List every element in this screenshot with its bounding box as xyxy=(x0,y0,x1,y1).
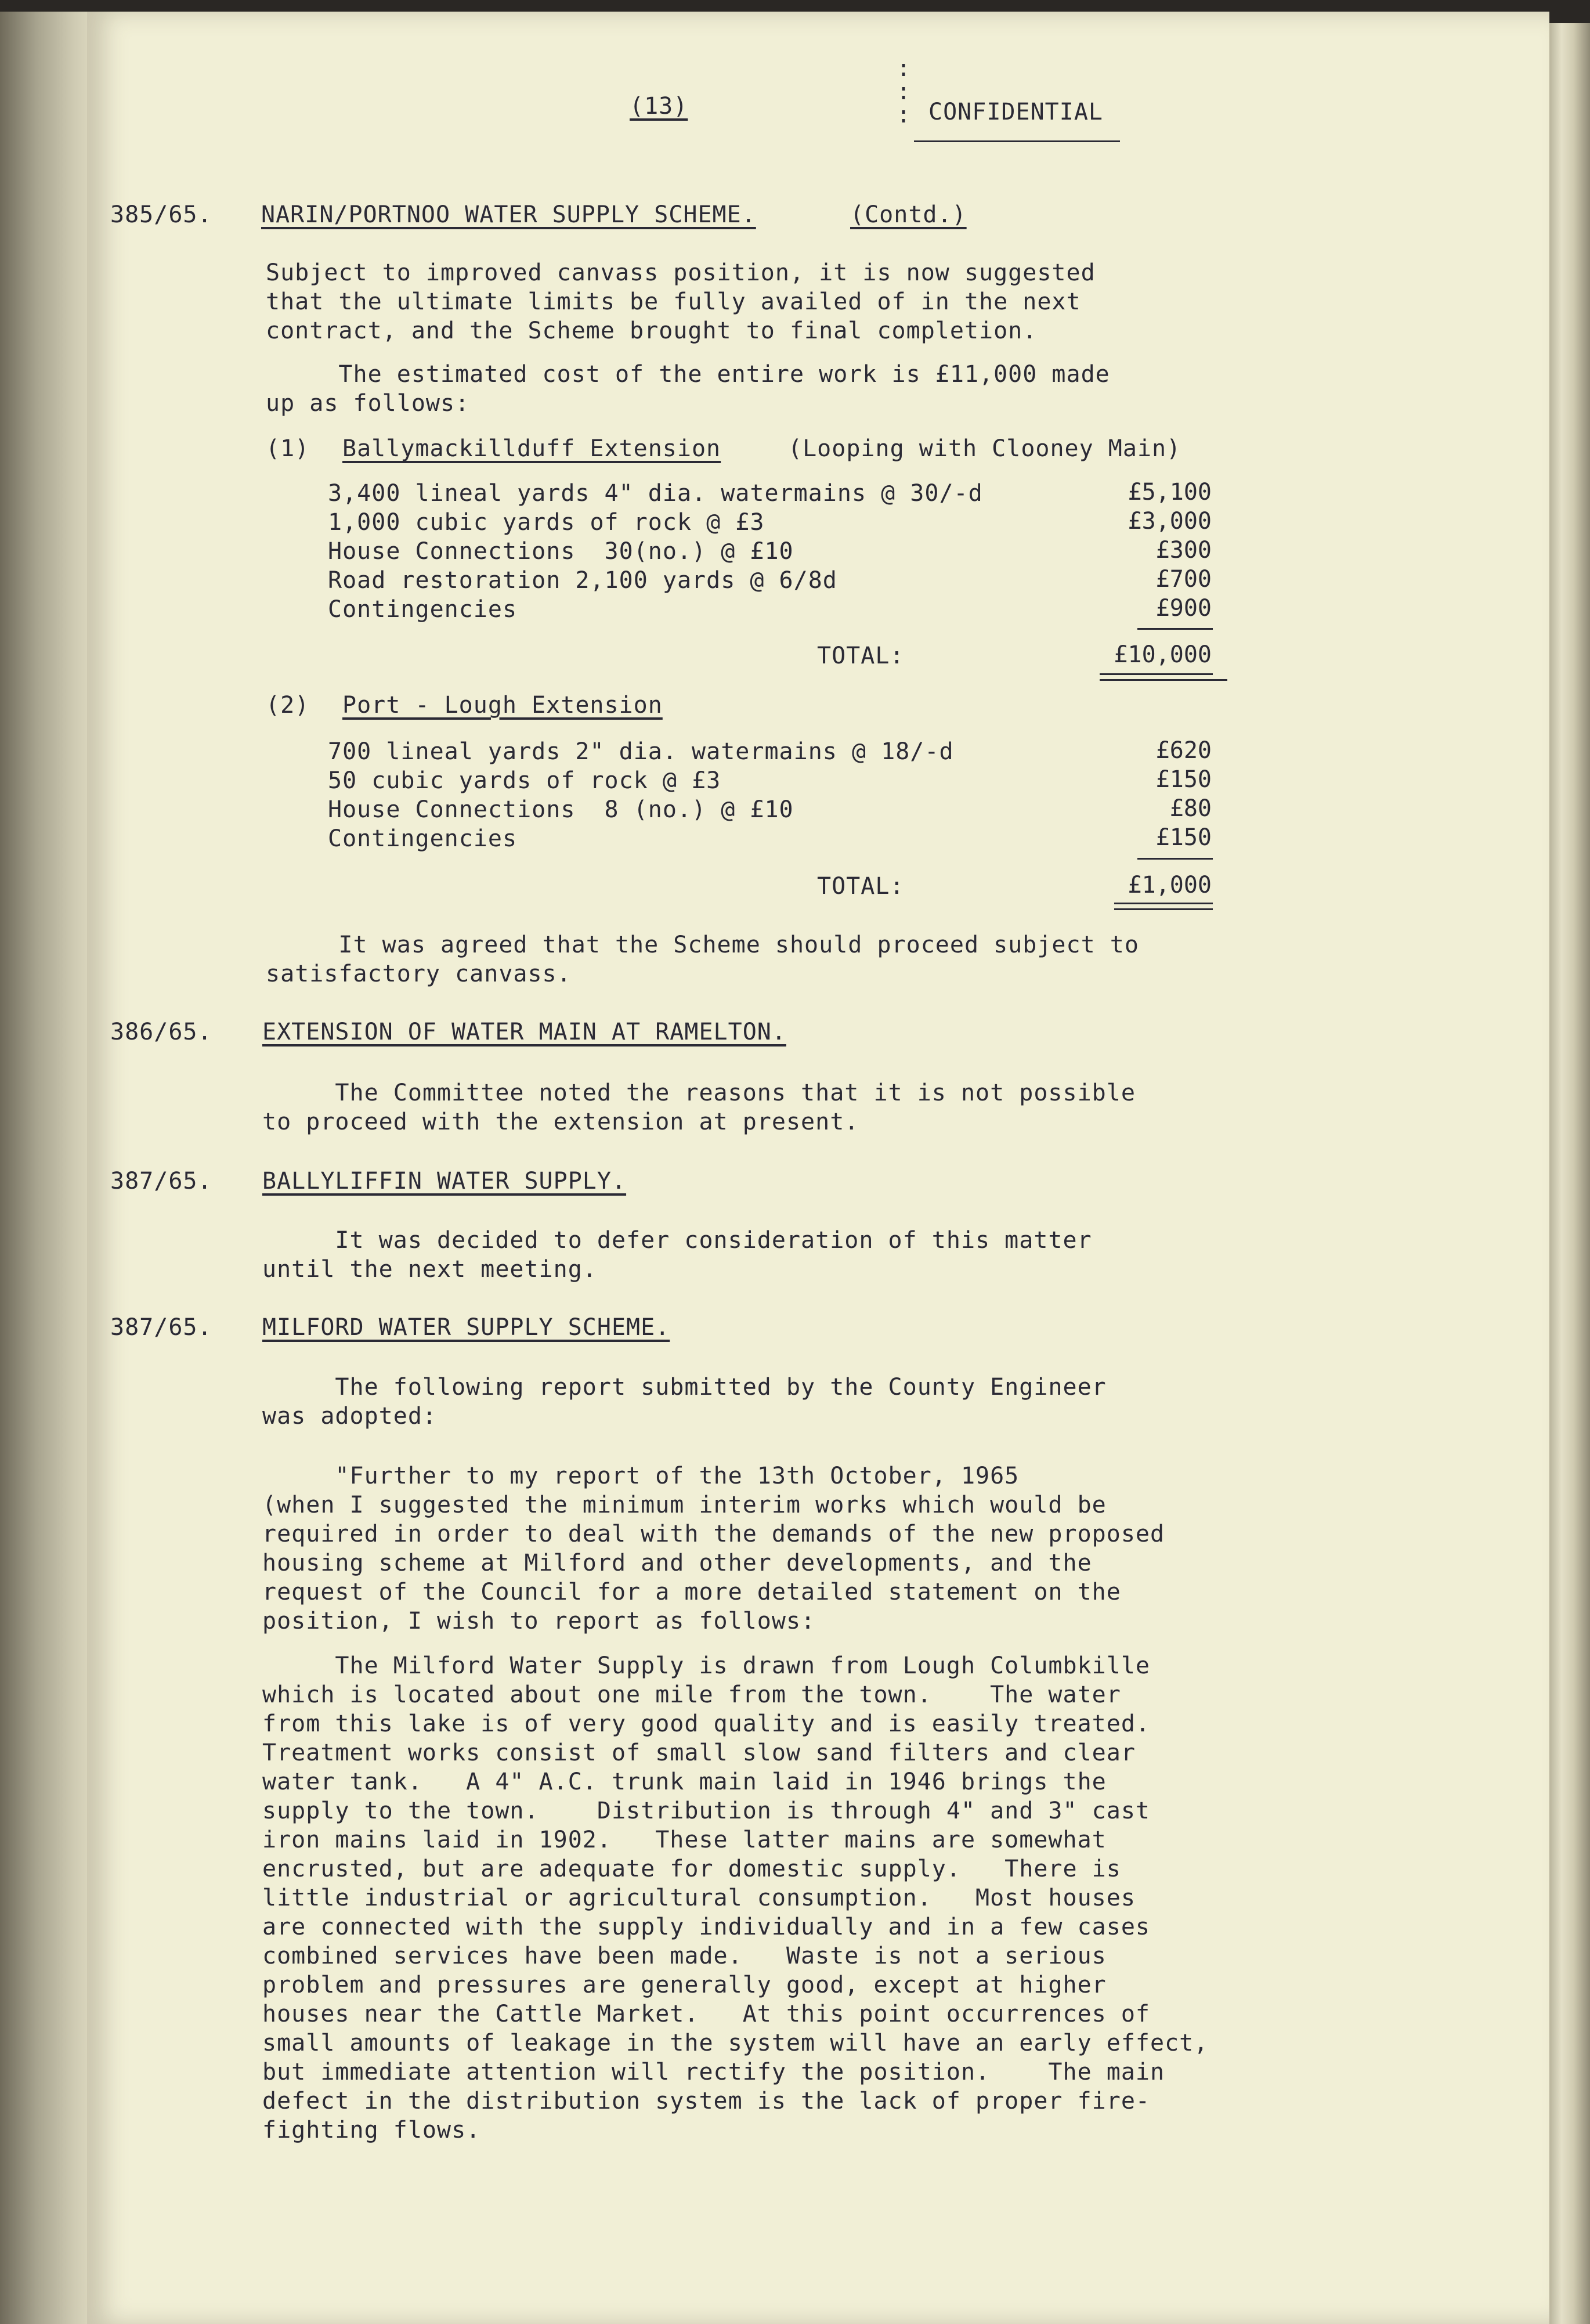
classification-label: CONFIDENTIAL xyxy=(928,99,1103,125)
ext1-number: (1) xyxy=(266,435,310,462)
item-title-386: EXTENSION OF WATER MAIN AT RAMELTON. xyxy=(262,1019,786,1045)
quote2-line16: defect in the distribution system is the lack of proper fire- xyxy=(262,2088,1151,2114)
quote2-line3: from this lake is of very good quality and is easily treated. xyxy=(262,1710,1151,1737)
page-stack-edge xyxy=(1549,23,1590,2324)
quote1-line5: request of the Council for a more detailed statement on the xyxy=(262,1579,1121,1605)
quote2-line2: which is located about one mile from the town. The water xyxy=(262,1681,1121,1708)
ext2-total-rule-2 xyxy=(1114,908,1213,910)
ext2-line1-desc: 700 lineal yards 2" dia. watermains @ 18/-d xyxy=(328,738,954,765)
quote2-line7: iron mains laid in 1902. These latter mains are somewhat xyxy=(262,1827,1107,1853)
ext2-line1-amount: £620 xyxy=(1155,737,1212,764)
quote2-line10: are connected with the supply individually and in a few cases xyxy=(262,1914,1151,1940)
ext2-number: (2) xyxy=(266,692,310,719)
ext1-total: £10,000 xyxy=(1114,641,1212,668)
item-385-para3-line2: satisfactory canvass. xyxy=(266,961,572,987)
item-ref-387a: 387/65. xyxy=(110,1168,212,1195)
ext1-line5-desc: Contingencies xyxy=(328,596,518,623)
item-title-387a: BALLYLIFFIN WATER SUPPLY. xyxy=(262,1168,627,1195)
item-385-para2-line2: up as follows: xyxy=(266,390,470,417)
quote1-line2: (when I suggested the minimum interim works which would be xyxy=(262,1492,1107,1518)
item-387b-para-line2: was adopted: xyxy=(262,1403,437,1430)
quote2-line13: houses near the Cattle Market. At this point occurrences of xyxy=(262,2001,1151,2027)
ext2-total-rule-1 xyxy=(1114,903,1213,904)
item-ref-385: 385/65. xyxy=(110,201,212,228)
classification-underline xyxy=(914,140,1120,142)
item-385-para1-line3: contract, and the Scheme brought to final completion. xyxy=(266,317,1038,344)
ext1-line2-amount: £3,000 xyxy=(1128,508,1212,535)
quote2-line14: small amounts of leakage in the system will have an early effect, xyxy=(262,2030,1209,2056)
ext1-line3-desc: House Connections 30(no.) @ £10 xyxy=(328,538,794,565)
item-386-para-line1: The Committee noted the reasons that it is not possible xyxy=(262,1080,1136,1106)
ext2-subtotal-rule xyxy=(1137,858,1213,860)
ext1-line5-amount: £900 xyxy=(1155,595,1212,622)
item-ref-386: 386/65. xyxy=(110,1019,212,1045)
ext1-line4-desc: Road restoration 2,100 yards @ 6/8d xyxy=(328,567,837,594)
quote1-line3: required in order to deal with the demands of the new proposed xyxy=(262,1521,1165,1547)
quote2-line12: problem and pressures are generally good, except at higher xyxy=(262,1972,1107,1998)
book-binding-edge xyxy=(0,12,93,2324)
ext2-line3-desc: House Connections 8 (no.) @ £10 xyxy=(328,796,794,823)
quote1-line1: "Further to my report of the 13th October, 1965 xyxy=(262,1463,1020,1489)
quote2-line15: but immediate attention will rectify the position. The main xyxy=(262,2059,1165,2085)
item-title-385: NARIN/PORTNOO WATER SUPPLY SCHEME. xyxy=(261,201,756,228)
margin-marker-1: : xyxy=(897,55,912,82)
item-386-para-line2: to proceed with the extension at present. xyxy=(262,1109,859,1135)
page-number: (13) xyxy=(630,93,688,120)
ext2-line2-amount: £150 xyxy=(1155,766,1212,793)
item-385-para3-line1: It was agreed that the Scheme should proceed subject to xyxy=(266,932,1139,958)
margin-marker-2: : xyxy=(897,78,912,105)
item-385-para1-line1: Subject to improved canvass position, it is now suggested xyxy=(266,259,1096,286)
ext1-line4-amount: £700 xyxy=(1155,566,1212,593)
ext2-line4-desc: Contingencies xyxy=(328,825,518,852)
quote2-line17: fighting flows. xyxy=(262,2117,481,2143)
ext2-total: £1,000 xyxy=(1128,872,1212,898)
item-387b-para-line1: The following report submitted by the County Engineer xyxy=(262,1374,1107,1401)
quote2-line4: Treatment works consist of small slow sand filters and clear xyxy=(262,1740,1136,1766)
ext1-total-rule-1 xyxy=(1100,673,1213,675)
quote2-line11: combined services have been made. Waste is not a serious xyxy=(262,1943,1107,1969)
ext1-line3-amount: £300 xyxy=(1155,537,1212,564)
ext1-note: (Looping with Clooney Main) xyxy=(788,435,1181,462)
quote1-line4: housing scheme at Milford and other developments, and the xyxy=(262,1550,1092,1576)
ext2-line2-desc: 50 cubic yards of rock @ £3 xyxy=(328,767,721,794)
ext2-title: Port - Lough Extension xyxy=(342,692,663,719)
item-385-para1-line2: that the ultimate limits be fully availed of in the next xyxy=(266,288,1081,315)
item-title-387b: MILFORD WATER SUPPLY SCHEME. xyxy=(262,1314,670,1341)
ext2-line3-amount: £80 xyxy=(1169,795,1212,822)
item-ref-387b: 387/65. xyxy=(110,1314,212,1341)
quote1-line6: position, I wish to report as follows: xyxy=(262,1608,816,1634)
ext2-line4-amount: £150 xyxy=(1155,824,1212,851)
item-contd-385: (Contd.) xyxy=(850,201,967,228)
ext2-total-label: TOTAL: xyxy=(817,873,905,900)
ext1-line2-desc: 1,000 cubic yards of rock @ £3 xyxy=(328,509,765,536)
ext1-subtotal-rule xyxy=(1137,628,1213,630)
ext1-total-label: TOTAL: xyxy=(817,643,905,669)
ext1-title: Ballymackillduff Extension xyxy=(342,435,721,462)
item-387a-para-line1: It was decided to defer consideration of this matter xyxy=(262,1227,1092,1254)
quote2-line1: The Milford Water Supply is drawn from Lough Columbkille xyxy=(262,1652,1151,1679)
ext1-total-rule-2 xyxy=(1100,679,1227,681)
margin-marker-3: : xyxy=(897,102,912,128)
quote2-line9: little industrial or agricultural consumption. Most houses xyxy=(262,1885,1136,1911)
quote2-line6: supply to the town. Distribution is through 4" and 3" cast xyxy=(262,1798,1151,1824)
quote2-line8: encrusted, but are adequate for domestic supply. There is xyxy=(262,1856,1121,1882)
ext1-line1-amount: £5,100 xyxy=(1128,479,1212,506)
ext1-line1-desc: 3,400 lineal yards 4" dia. watermains @ 30/-d xyxy=(328,480,983,507)
item-387a-para-line2: until the next meeting. xyxy=(262,1256,597,1283)
item-385-para2-line1: The estimated cost of the entire work is £11,000 made xyxy=(266,361,1110,388)
quote2-line5: water tank. A 4" A.C. trunk main laid in 1946 brings the xyxy=(262,1769,1107,1795)
